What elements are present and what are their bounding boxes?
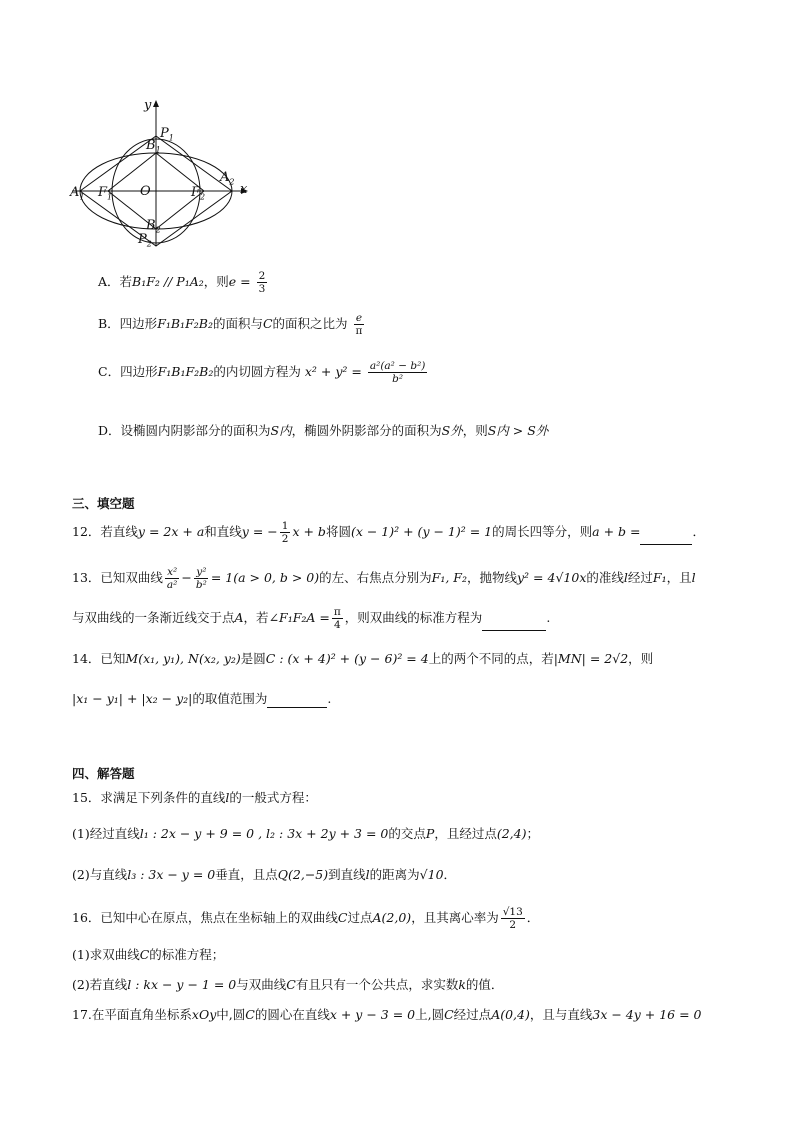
label-x: x: [240, 182, 248, 197]
question-15-part-1: (1)经过直线l₁ : 2x − y + 9 = 0 , l₂ : 3x + 2y + 3 = 0的交点P，且经过点(2,4)；: [72, 826, 539, 841]
fraction: $\frac{\pi}{4}$: [333, 606, 341, 631]
section-title-fill-in: 三、填空题: [72, 496, 135, 511]
question-13: 13．已知双曲线 $\frac{\text{x²}}{\text{a²}}$ − $\frac{\text{y²}}{\text{b²}}$ = 1(a > 0, b > 0)的左、右焦点分别为F₁, F₂，抛物线y² = 4√10x的准线l经过F₁，且l: [72, 566, 696, 591]
ellipse-figure: [68, 96, 258, 260]
question-16-part-1: (1)求双曲线C的标准方程；: [72, 947, 225, 962]
label-B1: $B_1$: [146, 138, 161, 155]
fraction: $\frac{\text{y²}}{\text{b²}}$: [195, 566, 207, 591]
question-13-line-2: 与双曲线的一条渐近线交于点A，若∠F₁F₂A = $\frac{\pi}{4}$ ，则双曲线的标准方程为 .: [72, 606, 551, 631]
question-14: 14．已知M(x₁, y₁), N(x₂, y₂)是圆C : (x + 4)² + (y − 6)² = 4上的两个不同的点，若|MN| = 2√2，则: [72, 651, 654, 666]
label-A1: $A_1$: [70, 185, 85, 202]
fraction: $\frac{\text{x²}}{\text{a²}}$: [166, 566, 178, 591]
answer-blank[interactable]: [267, 695, 327, 708]
question-15: 15．求满足下列条件的直线l的一般式方程：: [72, 790, 317, 805]
label-F2: $F_2$: [191, 185, 206, 202]
option-c: C．四边形F₁B₁F₂B₂的内切圆方程为 x² + y² = $\frac{\text{a²(a² − b²)}}{\text{b²}}$: [98, 360, 426, 385]
fraction: $\frac{2}{3}$: [258, 270, 266, 295]
label-P1: $P_1$: [160, 126, 174, 143]
fraction: $\frac{\text{a²(a² − b²)}}{\text{b²}}$: [369, 360, 426, 385]
section-title-solutions: 四、解答题: [72, 766, 135, 781]
question-16-part-2: (2)若直线l : kx − y − 1 = 0与双曲线C有且只有一个公共点，求实数k的值．: [72, 977, 504, 992]
label-B2: $B_2$: [146, 218, 161, 235]
question-17: 17.在平面直角坐标系xOy中,圆C的圆心在直线x + y − 3 = 0上,圆C经过点A(0,4)，且与直线3x − 4y + 16 = 0: [72, 1007, 702, 1022]
label-P2: $P_2$: [138, 232, 152, 249]
label-y: y: [144, 98, 152, 113]
label-F1: $F_1$: [98, 185, 113, 202]
question-16: 16．已知中心在原点，焦点在坐标轴上的双曲线C过点A(2,0)，且其离心率为 $\frac{√13}{2}$ ．: [72, 906, 540, 931]
option-a: A．若B₁F₂ // P₁A₂，则e = $\frac{2}{3}$: [98, 270, 266, 295]
label-A2: $A_2$: [220, 170, 235, 187]
fraction: $\frac{√13}{2}$: [502, 906, 523, 931]
fraction: $\frac{e}{\pi}$: [355, 312, 363, 337]
question-14-line-2: |x₁ − y₁| + |x₂ − y₂|的取值范围为 .: [72, 691, 332, 706]
option-d: D．设椭圆内阴影部分的面积为S内，椭圆外阴影部分的面积为S外，则S内 > S外: [98, 423, 549, 438]
answer-blank[interactable]: [482, 618, 546, 631]
y-axis-arrow: [153, 100, 159, 107]
question-15-part-2: (2)与直线l₃ : 3x − y = 0垂直，且点Q(2,−5)到直线l的距离为√10．: [72, 867, 457, 882]
question-12: 12．若直线y = 2x + a和直线y = − $\frac{1}{2}$ x + b将圆(x − 1)² + (y − 1)² = 1的周长四等分，则a + b = ．: [72, 520, 705, 545]
option-b: B．四边形F₁B₁F₂B₂的面积与C的面积之比为 $\frac{e}{\pi}$: [98, 312, 363, 337]
fraction: $\frac{1}{2}$: [281, 520, 289, 545]
answer-blank[interactable]: [640, 532, 692, 545]
label-O: O: [140, 184, 151, 199]
